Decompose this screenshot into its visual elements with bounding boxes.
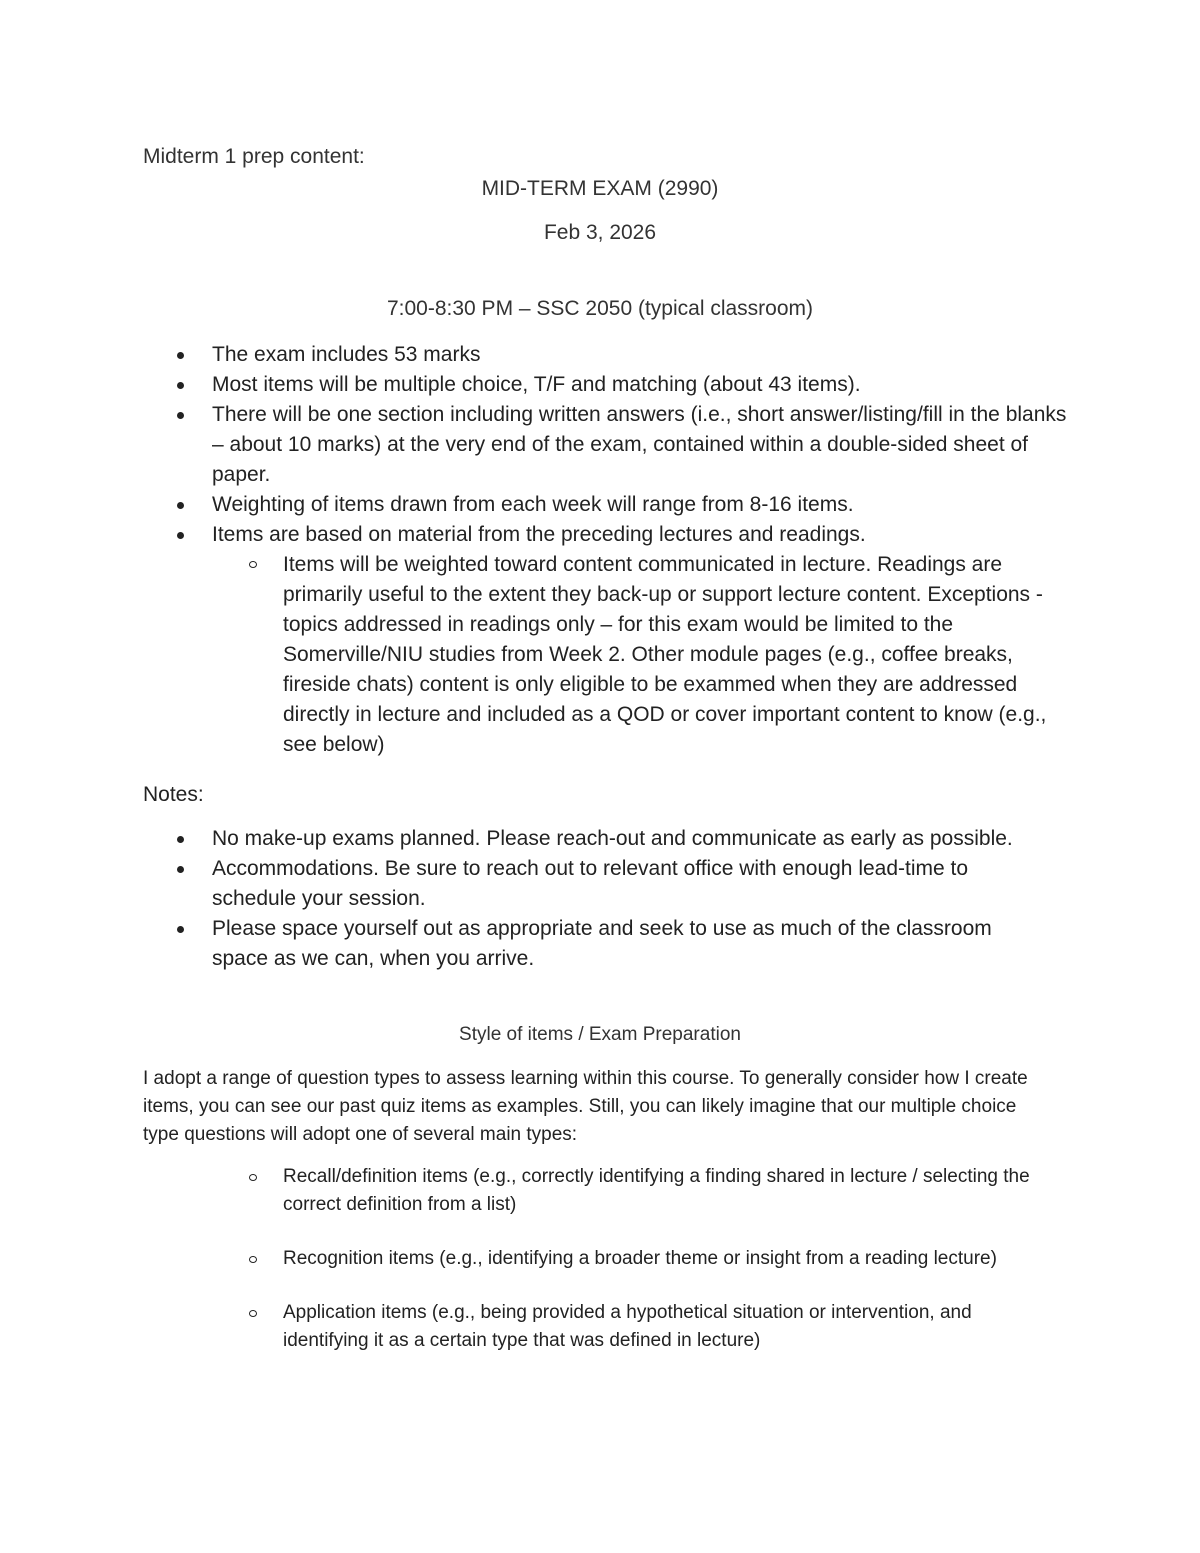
list-item-text: Please space yourself out as appropriate and seek to use as much of the classroom space as we can, when you arrive. [212, 917, 992, 970]
exam-title: MID-TERM EXAM (2990) [481, 177, 719, 200]
bullet-icon [177, 352, 184, 359]
list-item-text: Recognition items (e.g., identifying a broader theme or insight from a reading lecture) [283, 1248, 997, 1269]
bullet-icon [177, 382, 184, 389]
list-item-text: There will be one section including written answers (i.e., short answer/listing/fill in the blanks – about 10 marks) at the very end of the exam, contained within a double-sided sheet of paper. [212, 403, 1067, 486]
question-types-list [0, 1163, 1200, 1381]
intro-line: Midterm 1 prep content: [143, 145, 365, 168]
exam-time-location: 7:00-8:30 PM – SSC 2050 (typical classroom) [386, 297, 814, 320]
list-item [0, 1245, 1043, 1273]
sub-list-item-text: Items will be weighted toward content communicated in lecture. Readings are primarily useful to the extent they back-up or support lecture content. Exceptions - topics addressed in readings only – for this exam would be limited to the Somerville/NIU studies from Week 2. Other module pages (e.g., coffee breaks, fireside chats) content is only eligible to be exammed when they are addressed directly in lecture and included as a QOD or cover important content to know (e.g., see below) [283, 553, 1047, 756]
list-item-text: Application items (e.g., being provided a hypothetical situation or intervention, and identifying it as a certain type that was defined in lecture) [283, 1302, 972, 1351]
list-item [0, 1163, 1043, 1219]
list-item [0, 490, 1074, 520]
list-item-text: Recall/definition items (e.g., correctly identifying a finding shared in lecture / selecting the correct definition from a list) [283, 1166, 1030, 1215]
list-item-text: Weighting of items drawn from each week will range from 8-16 items. [212, 493, 854, 516]
list-item [0, 400, 1074, 490]
list-item-text: Items are based on material from the preceding lectures and readings. [212, 523, 866, 546]
hollow-bullet-icon [249, 1310, 257, 1317]
list-item [0, 340, 1074, 370]
list-item-text: The exam includes 53 marks [212, 343, 481, 366]
hollow-bullet-icon [249, 1174, 257, 1181]
notes-list [0, 824, 1200, 974]
exam-date: Feb 3, 2026 [543, 221, 657, 244]
bullet-icon [177, 412, 184, 419]
list-item [0, 854, 1042, 914]
bullet-icon [177, 836, 184, 843]
bullet-icon [177, 866, 184, 873]
bullet-icon [177, 502, 184, 509]
bullet-icon [177, 926, 184, 933]
list-item [0, 1299, 1043, 1355]
notes-label: Notes: [143, 783, 204, 806]
section-paragraph: I adopt a range of question types to assess learning within this course. To generally consider how I create items, you can see our past quiz items as examples. Still, you can likely imagine that our multiple choice type questions will adopt one of several main types: [143, 1068, 1028, 1145]
hollow-bullet-icon [249, 561, 257, 568]
section-heading: Style of items / Exam Preparation [459, 1024, 741, 1045]
list-item [0, 914, 1042, 974]
list-item-text: Most items will be multiple choice, T/F and matching (about 43 items). [212, 373, 861, 396]
list-item-text: Accommodations. Be sure to reach out to relevant office with enough lead-time to schedule your session. [212, 857, 969, 910]
list-item [0, 370, 1074, 400]
list-item [0, 824, 1042, 854]
hollow-bullet-icon [249, 1256, 257, 1263]
sub-list-item [0, 550, 1073, 760]
list-item-text: No make-up exams planned. Please reach-out and communicate as early as possible. [212, 827, 1013, 850]
exam-details-list [0, 340, 1200, 760]
list-item [0, 520, 1074, 550]
bullet-icon [177, 532, 184, 539]
